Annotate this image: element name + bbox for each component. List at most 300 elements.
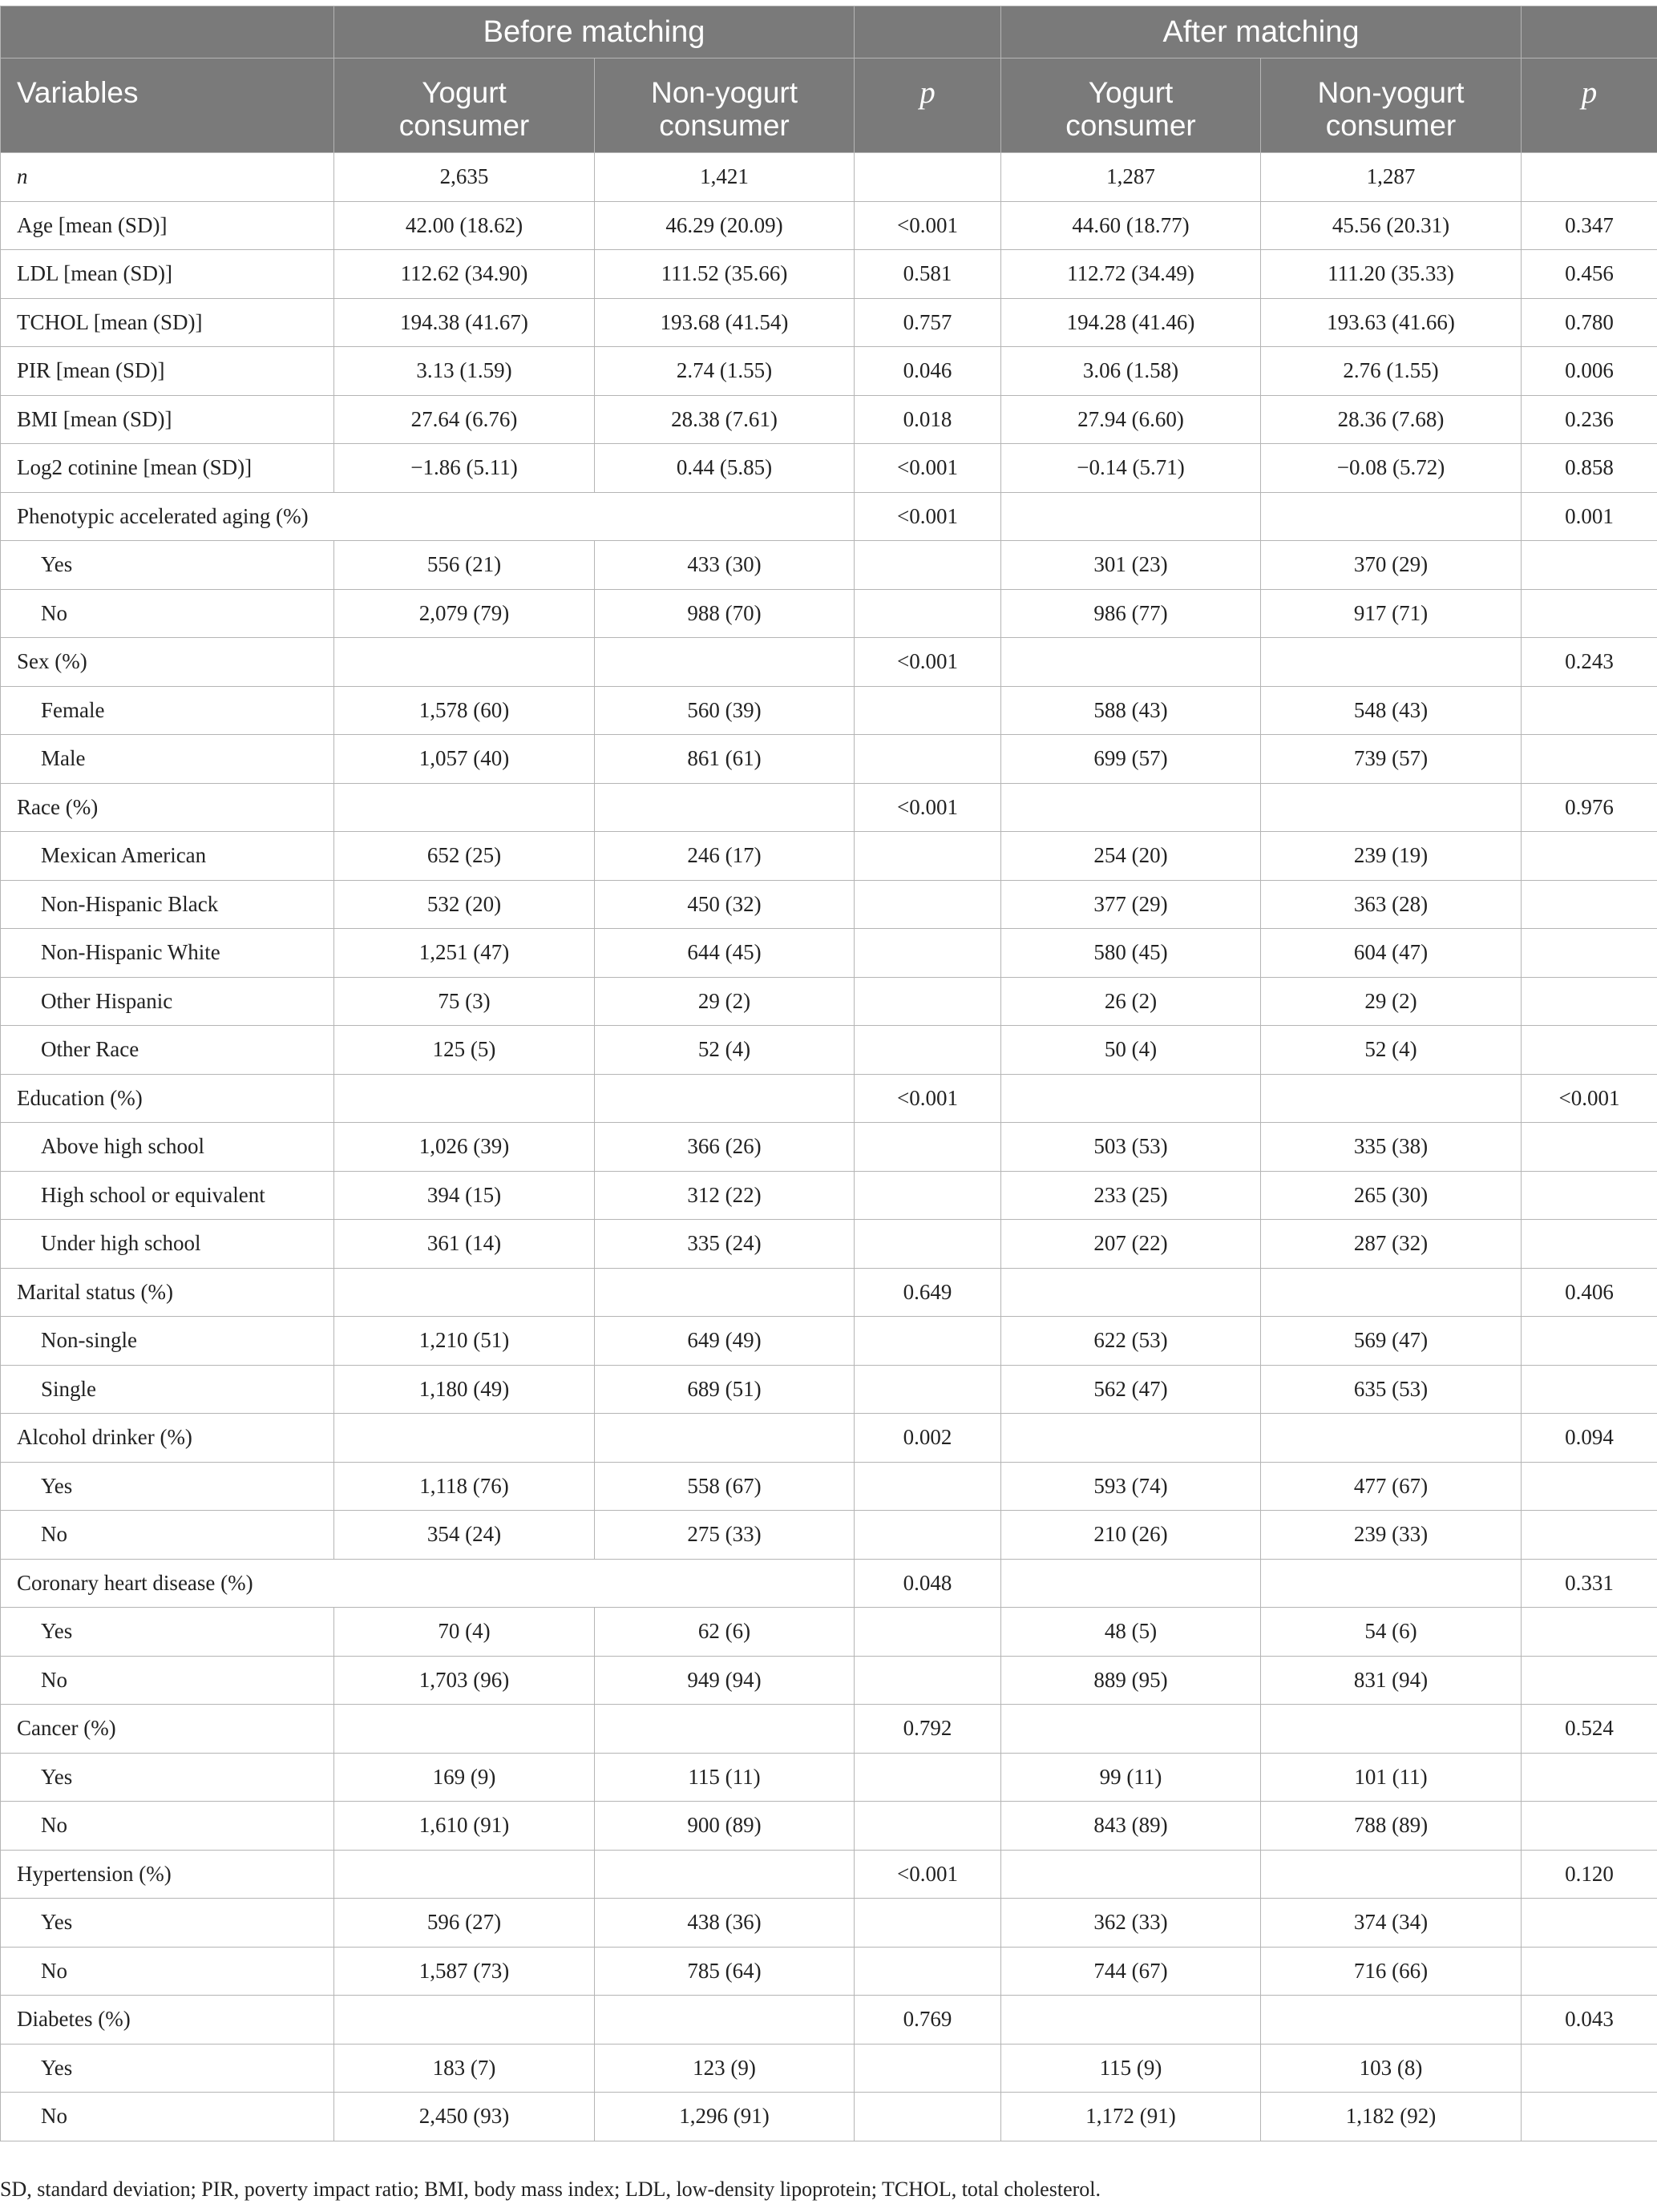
table-cell: <0.001 (855, 1074, 1001, 1123)
row-label: No (1, 2093, 334, 2141)
table-cell: 27.94 (6.60) (1001, 395, 1261, 444)
table-cell: 1,210 (51) (334, 1317, 595, 1366)
row-label: Under high school (1, 1220, 334, 1269)
table-cell: 917 (71) (1261, 589, 1522, 638)
table-cell (334, 1996, 595, 2044)
row-label: Male (1, 735, 334, 784)
row-label: Phenotypic accelerated aging (%) (1, 492, 855, 541)
row-label: Age [mean (SD)] (1, 201, 334, 250)
table-cell: 0.043 (1522, 1996, 1657, 2044)
row-label: Yes (1, 1608, 334, 1657)
row-label: Yes (1, 1462, 334, 1511)
row-label: Single (1, 1365, 334, 1414)
table-row (1, 250, 1657, 299)
table-cell: 362 (33) (1001, 1899, 1261, 1948)
header-after-yogurt-line2: consumer (1065, 109, 1196, 142)
table-cell: 52 (4) (595, 1026, 855, 1075)
row-label: Sex (%) (1, 638, 334, 687)
table-cell: 275 (33) (595, 1511, 855, 1560)
table-row (1, 977, 1657, 1026)
row-label: Alcohol drinker (%) (1, 1414, 334, 1463)
header-column-row (1, 59, 1657, 153)
table-cell (334, 638, 595, 687)
table-row (1, 1511, 1657, 1560)
table-cell (334, 1414, 595, 1463)
table-cell: 0.048 (855, 1559, 1001, 1608)
table-cell: 1,610 (91) (334, 1802, 595, 1851)
table-cell: 593 (74) (1001, 1462, 1261, 1511)
table-cell: 111.52 (35.66) (595, 250, 855, 299)
table-cell (855, 1462, 1001, 1511)
table-cell: −0.14 (5.71) (1001, 444, 1261, 493)
row-label: LDL [mean (SD)] (1, 250, 334, 299)
table-row (1, 638, 1657, 687)
table-cell (1522, 1753, 1657, 1802)
table-cell (1522, 1171, 1657, 1220)
table-cell: 70 (4) (334, 1608, 595, 1657)
table-row (1, 1996, 1657, 2044)
table-cell (1001, 1705, 1261, 1754)
table-cell: 0.243 (1522, 638, 1657, 687)
table-cell: −0.08 (5.72) (1261, 444, 1522, 493)
table-cell: 1,251 (47) (334, 929, 595, 978)
table-cell (855, 832, 1001, 881)
table-cell (1001, 492, 1261, 541)
table-cell: 562 (47) (1001, 1365, 1261, 1414)
row-label: Female (1, 686, 334, 735)
table-cell: 580 (45) (1001, 929, 1261, 978)
table-cell (1522, 2044, 1657, 2093)
table-cell: 29 (2) (1261, 977, 1522, 1026)
table-cell (855, 1511, 1001, 1560)
table-body (1, 153, 1657, 2141)
header-before-yogurt (334, 59, 595, 153)
table-cell (1522, 1608, 1657, 1657)
table-cell (855, 153, 1001, 202)
table-cell (1261, 1268, 1522, 1317)
table-cell: 361 (14) (334, 1220, 595, 1269)
row-label: TCHOL [mean (SD)] (1, 298, 334, 347)
row-label: BMI [mean (SD)] (1, 395, 334, 444)
table-cell (334, 1705, 595, 1754)
table-row (1, 1220, 1657, 1269)
table-cell: 3.06 (1.58) (1001, 347, 1261, 396)
table-cell (1522, 541, 1657, 590)
table-cell: 312 (22) (595, 1171, 855, 1220)
header-before-p-spacer (855, 6, 1001, 59)
row-label: High school or equivalent (1, 1171, 334, 1220)
table-cell (855, 2093, 1001, 2141)
table-cell (855, 1802, 1001, 1851)
table-cell: 0.757 (855, 298, 1001, 347)
table-cell: 0.581 (855, 250, 1001, 299)
table-row (1, 783, 1657, 832)
header-before-nonyogurt-line1: Non-yogurt (650, 76, 798, 109)
table-row (1, 1414, 1657, 1463)
row-label: Yes (1, 1899, 334, 1948)
table-cell (595, 1996, 855, 2044)
table-cell: 99 (11) (1001, 1753, 1261, 1802)
table-cell (1261, 492, 1522, 541)
header-after-p-spacer (1522, 6, 1657, 59)
table-cell: 644 (45) (595, 929, 855, 978)
table-cell: 3.13 (1.59) (334, 347, 595, 396)
table-cell: 652 (25) (334, 832, 595, 881)
table-cell (855, 1365, 1001, 1414)
table-cell (1261, 1996, 1522, 2044)
table-cell (1522, 735, 1657, 784)
table-cell (855, 1753, 1001, 1802)
table-cell: 450 (32) (595, 880, 855, 929)
table-cell: 103 (8) (1261, 2044, 1522, 2093)
header-corner (1, 6, 334, 59)
table-row (1, 444, 1657, 493)
table-cell (1261, 1850, 1522, 1899)
row-label: PIR [mean (SD)] (1, 347, 334, 396)
table-cell: 0.046 (855, 347, 1001, 396)
row-label: Race (%) (1, 783, 334, 832)
table-cell (855, 977, 1001, 1026)
table-cell (595, 638, 855, 687)
table-cell: 50 (4) (1001, 1026, 1261, 1075)
table-cell: 0.780 (1522, 298, 1657, 347)
table-cell: 0.456 (1522, 250, 1657, 299)
table-cell: 604 (47) (1261, 929, 1522, 978)
table-cell: 0.649 (855, 1268, 1001, 1317)
row-label: Other Race (1, 1026, 334, 1075)
header-variables: Variables (1, 59, 334, 153)
table-row (1, 1074, 1657, 1123)
table-cell: 0.792 (855, 1705, 1001, 1754)
table-cell: 548 (43) (1261, 686, 1522, 735)
table-cell: 246 (17) (595, 832, 855, 881)
table-row (1, 1899, 1657, 1948)
table-cell: 0.002 (855, 1414, 1001, 1463)
table-cell: 1,180 (49) (334, 1365, 595, 1414)
row-label: Non-Hispanic White (1, 929, 334, 978)
table-cell (1001, 1074, 1261, 1123)
table-cell: 101 (11) (1261, 1753, 1522, 1802)
table-cell (595, 1414, 855, 1463)
table-cell (334, 783, 595, 832)
table-cell (855, 589, 1001, 638)
table-cell: 48 (5) (1001, 1608, 1261, 1657)
header-before-matching: Before matching (334, 6, 855, 59)
table-cell: 739 (57) (1261, 735, 1522, 784)
table-cell (855, 880, 1001, 929)
table-cell: 1,587 (73) (334, 1947, 595, 1996)
row-label: Diabetes (%) (1, 1996, 334, 2044)
table-cell (1522, 2093, 1657, 2141)
table-cell (1522, 1462, 1657, 1511)
table-cell: 112.62 (34.90) (334, 250, 595, 299)
table-row (1, 832, 1657, 881)
table-cell (595, 1705, 855, 1754)
table-cell (1522, 1317, 1657, 1366)
table-cell (1001, 1414, 1261, 1463)
table-cell: 0.976 (1522, 783, 1657, 832)
table-row (1, 153, 1657, 202)
table-cell: 988 (70) (595, 589, 855, 638)
table-cell: 716 (66) (1261, 1947, 1522, 1996)
table-cell: 354 (24) (334, 1511, 595, 1560)
table-cell: −1.86 (5.11) (334, 444, 595, 493)
table-cell: 54 (6) (1261, 1608, 1522, 1657)
table-cell: 438 (36) (595, 1899, 855, 1948)
table-cell: 194.38 (41.67) (334, 298, 595, 347)
table-cell: 1,296 (91) (595, 2093, 855, 2141)
table-cell: 0.524 (1522, 1705, 1657, 1754)
table-cell (334, 1268, 595, 1317)
table-cell: <0.001 (855, 444, 1001, 493)
table-cell: 1,057 (40) (334, 735, 595, 784)
table-cell: 46.29 (20.09) (595, 201, 855, 250)
table-cell: 596 (27) (334, 1899, 595, 1948)
header-after-p: p (1522, 59, 1657, 153)
table-cell (1522, 929, 1657, 978)
table-cell (1261, 638, 1522, 687)
table-row (1, 1753, 1657, 1802)
table-cell: 111.20 (35.33) (1261, 250, 1522, 299)
table-row (1, 1947, 1657, 1996)
table-cell: 689 (51) (595, 1365, 855, 1414)
table-row (1, 735, 1657, 784)
row-label: No (1, 589, 334, 638)
table-cell (855, 735, 1001, 784)
table-cell: 363 (28) (1261, 880, 1522, 929)
table-cell (1522, 977, 1657, 1026)
table-cell (1522, 153, 1657, 202)
table-cell: 29 (2) (595, 977, 855, 1026)
table-cell (855, 1026, 1001, 1075)
row-label: Marital status (%) (1, 1268, 334, 1317)
table-row (1, 2044, 1657, 2093)
table-cell: 622 (53) (1001, 1317, 1261, 1366)
table-cell: 477 (67) (1261, 1462, 1522, 1511)
table-cell (1522, 1656, 1657, 1705)
table-cell: 1,182 (92) (1261, 2093, 1522, 2141)
table-row (1, 1705, 1657, 1754)
table-cell: 831 (94) (1261, 1656, 1522, 1705)
table-cell (1522, 589, 1657, 638)
table-cell: 366 (26) (595, 1123, 855, 1172)
table-cell: 1,421 (595, 153, 855, 202)
table-cell: 125 (5) (334, 1026, 595, 1075)
table-cell: 986 (77) (1001, 589, 1261, 638)
table-row (1, 880, 1657, 929)
table-cell: <0.001 (855, 492, 1001, 541)
table-row (1, 1171, 1657, 1220)
table-row (1, 1802, 1657, 1851)
table-cell: 27.64 (6.76) (334, 395, 595, 444)
table-cell: 123 (9) (595, 2044, 855, 2093)
table-cell: <0.001 (855, 201, 1001, 250)
table-cell: 0.347 (1522, 201, 1657, 250)
table-cell (1522, 1899, 1657, 1948)
table-row (1, 1268, 1657, 1317)
table-cell: 374 (34) (1261, 1899, 1522, 1948)
table-cell (595, 1074, 855, 1123)
table-cell: 889 (95) (1001, 1656, 1261, 1705)
row-label: Yes (1, 1753, 334, 1802)
table-cell: 2.76 (1.55) (1261, 347, 1522, 396)
header-before-yogurt-line1: Yogurt (422, 76, 507, 109)
table-cell (855, 1608, 1001, 1657)
table-row (1, 1559, 1657, 1608)
table-row (1, 1850, 1657, 1899)
table-cell (1001, 783, 1261, 832)
row-label: No (1, 1656, 334, 1705)
table-cell: 335 (24) (595, 1220, 855, 1269)
table-cell: 115 (11) (595, 1753, 855, 1802)
table-cell: 569 (47) (1261, 1317, 1522, 1366)
table-cell: 649 (49) (595, 1317, 855, 1366)
table-cell: 28.36 (7.68) (1261, 395, 1522, 444)
table-cell (1522, 1802, 1657, 1851)
table-cell (1261, 1414, 1522, 1463)
table-cell (595, 1268, 855, 1317)
row-label: n (1, 153, 334, 202)
header-group-row (1, 6, 1657, 59)
table-cell (1522, 832, 1657, 881)
table-cell (855, 1656, 1001, 1705)
table-cell (1001, 1850, 1261, 1899)
table-cell: 42.00 (18.62) (334, 201, 595, 250)
table-cell (1522, 1511, 1657, 1560)
row-label: Cancer (%) (1, 1705, 334, 1754)
table-cell: 532 (20) (334, 880, 595, 929)
table-cell: 301 (23) (1001, 541, 1261, 590)
table-cell (1522, 1220, 1657, 1269)
table-cell: 556 (21) (334, 541, 595, 590)
table-row (1, 541, 1657, 590)
row-label: Other Hispanic (1, 977, 334, 1026)
table-cell: 254 (20) (1001, 832, 1261, 881)
table-cell: 949 (94) (595, 1656, 855, 1705)
table-cell: 28.38 (7.61) (595, 395, 855, 444)
table-cell: 265 (30) (1261, 1171, 1522, 1220)
table-cell: 0.236 (1522, 395, 1657, 444)
table-cell (855, 686, 1001, 735)
table-cell: 210 (26) (1001, 1511, 1261, 1560)
table-cell: <0.001 (855, 783, 1001, 832)
table-cell (1522, 880, 1657, 929)
table-row (1, 347, 1657, 396)
table-cell (855, 1947, 1001, 1996)
header-after-matching: After matching (1001, 6, 1522, 59)
table-cell: 560 (39) (595, 686, 855, 735)
table-cell (1261, 1705, 1522, 1754)
table-cell: 239 (19) (1261, 832, 1522, 881)
table-cell: 0.001 (1522, 492, 1657, 541)
row-label: Yes (1, 541, 334, 590)
table-cell (334, 1074, 595, 1123)
table-row (1, 1462, 1657, 1511)
table-cell (595, 783, 855, 832)
table-row (1, 201, 1657, 250)
row-label: Coronary heart disease (%) (1, 1559, 855, 1608)
table-cell: 503 (53) (1001, 1123, 1261, 1172)
table-cell: 112.72 (34.49) (1001, 250, 1261, 299)
table-cell: 2.74 (1.55) (595, 347, 855, 396)
table-cell: 287 (32) (1261, 1220, 1522, 1269)
table-cell: 1,703 (96) (334, 1656, 595, 1705)
table-row (1, 1026, 1657, 1075)
table-cell: 169 (9) (334, 1753, 595, 1802)
header-before-yogurt-line2: consumer (398, 109, 530, 142)
table-cell: 861 (61) (595, 735, 855, 784)
table-cell: 2,450 (93) (334, 2093, 595, 2141)
header-after-yogurt (1001, 59, 1261, 153)
row-label: Yes (1, 2044, 334, 2093)
table-cell (855, 1123, 1001, 1172)
table-cell: 2,635 (334, 153, 595, 202)
header-before-nonyogurt-line2: consumer (659, 109, 790, 142)
table-cell: 785 (64) (595, 1947, 855, 1996)
table-cell: 45.56 (20.31) (1261, 201, 1522, 250)
table-cell: 194.28 (41.46) (1001, 298, 1261, 347)
table-cell: <0.001 (855, 638, 1001, 687)
table-cell (1522, 1123, 1657, 1172)
table-cell: 233 (25) (1001, 1171, 1261, 1220)
table-row (1, 929, 1657, 978)
table-cell: 1,287 (1261, 153, 1522, 202)
table-row (1, 2093, 1657, 2141)
table-cell (855, 1899, 1001, 1948)
table-cell (1261, 1074, 1522, 1123)
table-row (1, 1608, 1657, 1657)
table-cell: <0.001 (855, 1850, 1001, 1899)
table-cell (855, 1220, 1001, 1269)
table-cell: 370 (29) (1261, 541, 1522, 590)
table-cell: 900 (89) (595, 1802, 855, 1851)
table-cell: 2,079 (79) (334, 589, 595, 638)
table-cell: 239 (33) (1261, 1511, 1522, 1560)
table-cell: 1,287 (1001, 153, 1261, 202)
table-cell: 1,118 (76) (334, 1462, 595, 1511)
table-cell (595, 1850, 855, 1899)
table-cell: 207 (22) (1001, 1220, 1261, 1269)
table-cell: 193.68 (41.54) (595, 298, 855, 347)
table-row (1, 686, 1657, 735)
table-cell: 1,578 (60) (334, 686, 595, 735)
table-cell (1522, 1365, 1657, 1414)
table-cell (855, 2044, 1001, 2093)
table-cell (1522, 686, 1657, 735)
table-cell: 394 (15) (334, 1171, 595, 1220)
table-cell: 0.406 (1522, 1268, 1657, 1317)
row-label: No (1, 1802, 334, 1851)
table-cell (855, 541, 1001, 590)
table-cell: 26 (2) (1001, 977, 1261, 1026)
row-label: Hypertension (%) (1, 1850, 334, 1899)
row-label: Non-single (1, 1317, 334, 1366)
table-cell (855, 1317, 1001, 1366)
table-cell (1522, 1947, 1657, 1996)
table-row (1, 298, 1657, 347)
row-label: Education (%) (1, 1074, 334, 1123)
table-row (1, 1123, 1657, 1172)
row-label: Above high school (1, 1123, 334, 1172)
table-cell: 0.44 (5.85) (595, 444, 855, 493)
table-cell: 335 (38) (1261, 1123, 1522, 1172)
table-row (1, 1317, 1657, 1366)
table-cell (1001, 1996, 1261, 2044)
table-footnote: SD, standard deviation; PIR, poverty impact ratio; BMI, body mass index; LDL, low-density lipoprotein; TCHOL, total cholesterol. (0, 2178, 1101, 2201)
table-cell: 699 (57) (1001, 735, 1261, 784)
table-cell: 0.018 (855, 395, 1001, 444)
table-cell (1522, 1026, 1657, 1075)
